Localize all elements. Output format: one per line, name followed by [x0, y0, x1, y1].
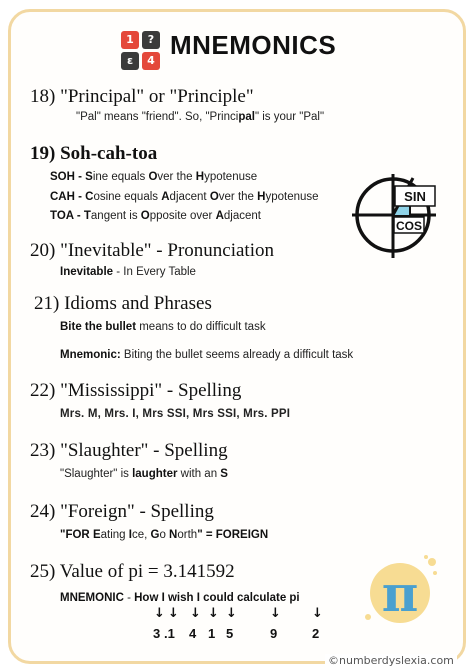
heading-slaughter: 23) "Slaughter" - Spelling	[30, 440, 228, 461]
slaughter-line: "Slaughter" is laughter with an S	[60, 468, 228, 480]
soh-line: SOH - Sine equals Over the Hypotenuse	[50, 171, 258, 183]
heading-foreign: 24) "Foreign" - Spelling	[30, 501, 214, 522]
pi-digit: 3	[153, 626, 161, 641]
logo-tile: ?	[142, 31, 160, 49]
pi-digit: .1	[164, 626, 175, 641]
footer-credit: ©numberdyslexia.com	[325, 654, 457, 667]
pi-digit-mapping	[146, 606, 346, 648]
logo-tile: ε	[121, 52, 139, 70]
mnemonics-logo-icon	[121, 31, 161, 71]
heading-mississippi: 22) "Mississippi" - Spelling	[30, 380, 242, 401]
pi-digit: 5	[226, 626, 234, 641]
cos-label: COS	[395, 219, 423, 233]
pi-digit: 9	[270, 626, 278, 641]
heading-principal: 18) "Principal" or "Principle"	[30, 86, 254, 107]
down-arrow-icon: ↓	[168, 606, 179, 621]
idiom-line: Bite the bullet means to do difficult task	[60, 321, 266, 333]
cah-line: CAH - Cosine equals Adjacent Over the Hypotenuse	[50, 191, 319, 203]
heading-soh-cah-toa: 19) Soh-cah-toa	[30, 143, 158, 164]
idiom-mnemonic-line: Mnemonic: Biting the bullet seems already a difficult task	[60, 349, 354, 361]
down-arrow-icon: ↓	[226, 606, 237, 621]
sin-label: SIN	[404, 189, 426, 204]
foreign-line: "FOR Eating Ice, Go North" = FOREIGN	[60, 529, 269, 541]
principal-explanation: "Pal" means "friend". So, "Principal" is your "Pal"	[76, 111, 325, 123]
pi-mnemonic-line: MNEMONIC - How I wish I could calculate pi	[60, 592, 300, 604]
logo-tile: 1	[121, 31, 139, 49]
pi-digit: 1	[208, 626, 216, 641]
unit-circle-diagram	[348, 168, 442, 262]
logo-tile: 4	[142, 52, 160, 70]
page-title: MNEMONICS	[170, 30, 337, 60]
pi-digit: 4	[189, 626, 197, 641]
down-arrow-icon: ↓	[154, 606, 165, 621]
down-arrow-icon: ↓	[208, 606, 219, 621]
pi-badge-icon	[362, 553, 440, 629]
down-arrow-icon: ↓	[270, 606, 281, 621]
heading-pi: 25) Value of pi = 3.141592	[30, 561, 235, 582]
inevitable-line: Inevitable - In Every Table	[60, 266, 196, 278]
heading-idioms: 21) Idioms and Phrases	[34, 293, 212, 314]
heading-inevitable: 20) "Inevitable" - Pronunciation	[30, 240, 274, 261]
pi-symbol: π	[381, 564, 419, 623]
down-arrow-icon: ↓	[312, 606, 323, 621]
down-arrow-icon: ↓	[190, 606, 201, 621]
mississippi-line: Mrs. M, Mrs. I, Mrs SSI, Mrs SSI, Mrs. PPI	[60, 408, 291, 420]
pi-digit: 2	[312, 626, 320, 641]
toa-line: TOA - Tangent is Opposite over Adjacent	[50, 210, 261, 222]
